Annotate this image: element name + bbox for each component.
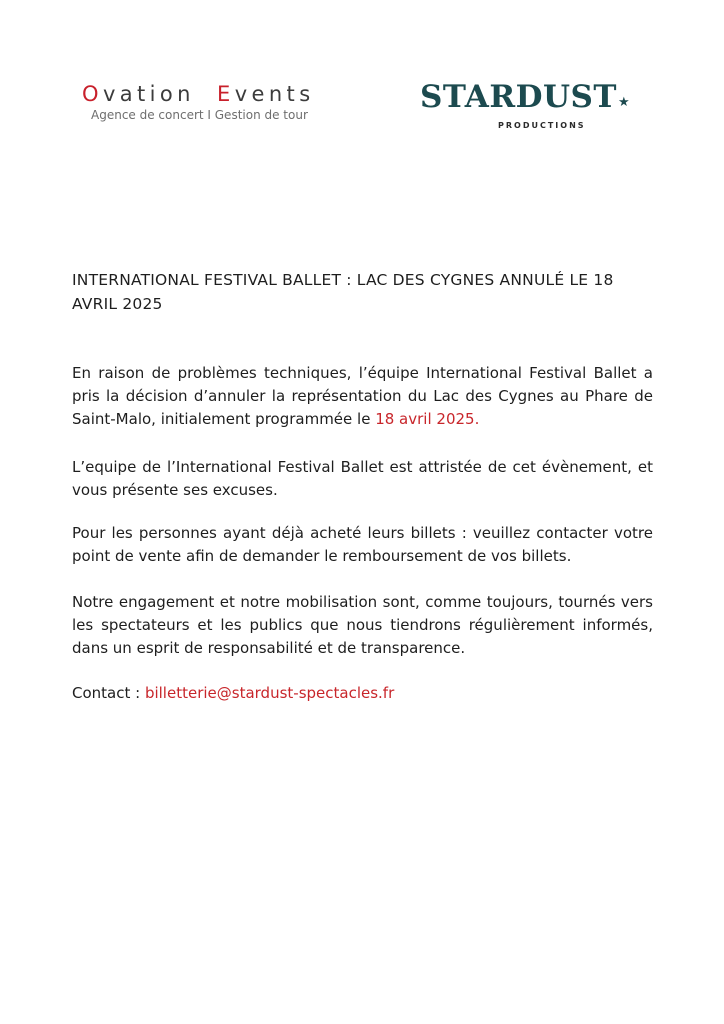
cancelled-date: 18 avril 2025.: [375, 410, 480, 428]
paragraph-refund: Pour les personnes ayant déjà acheté leurs billets : veuillez contacter votre point de vente afin de demander le remboursement de vos billets.: [72, 524, 653, 565]
contact-line: [72, 682, 653, 705]
stardust-subtitle: PRODUCTIONS: [498, 121, 586, 130]
contact-email-link[interactable]: billetterie@stardust-spectacles.fr: [144, 684, 395, 702]
stardust-wordmark: STARDUST: [420, 79, 617, 115]
star-icon: ★: [617, 94, 630, 109]
stardust-productions-logo: [420, 80, 670, 135]
paragraph-cancellation-text: En raison de problèmes techniques, l’équipe International Festival Ballet a pris la décision d’annuler la représentation du Lac des Cygnes au Phare de Saint-Malo, initialement programmée le: [72, 364, 653, 428]
contact-label: Contact :: [72, 684, 145, 702]
ovation-word-rest: vation: [102, 82, 195, 106]
paragraph-commitment: Notre engagement et notre mobilisation sont, comme toujours, tournés vers les spectateurs et les publics que nous tiendrons régulièrement informés, dans un esprit de responsabilité et de transparence.: [72, 593, 653, 657]
page-title: INTERNATIONAL FESTIVAL BALLET : LAC DES CYGNES ANNULÉ LE 18 AVRIL 2025: [72, 271, 614, 313]
events-initial-e: E: [217, 82, 235, 106]
ovation-initial-o: O: [82, 82, 103, 106]
ovation-events-wordmark: [82, 82, 342, 106]
paragraph-apology: L’equipe de l’International Festival Ballet est attristée de cet évènement, et vous présente ses excuses.: [72, 458, 653, 499]
ovation-tagline: Agence de concert I Gestion de tour: [91, 108, 308, 122]
events-word-rest: vents: [234, 82, 315, 106]
ovation-events-logo: [82, 82, 342, 132]
paragraph-cancellation: [72, 362, 653, 431]
